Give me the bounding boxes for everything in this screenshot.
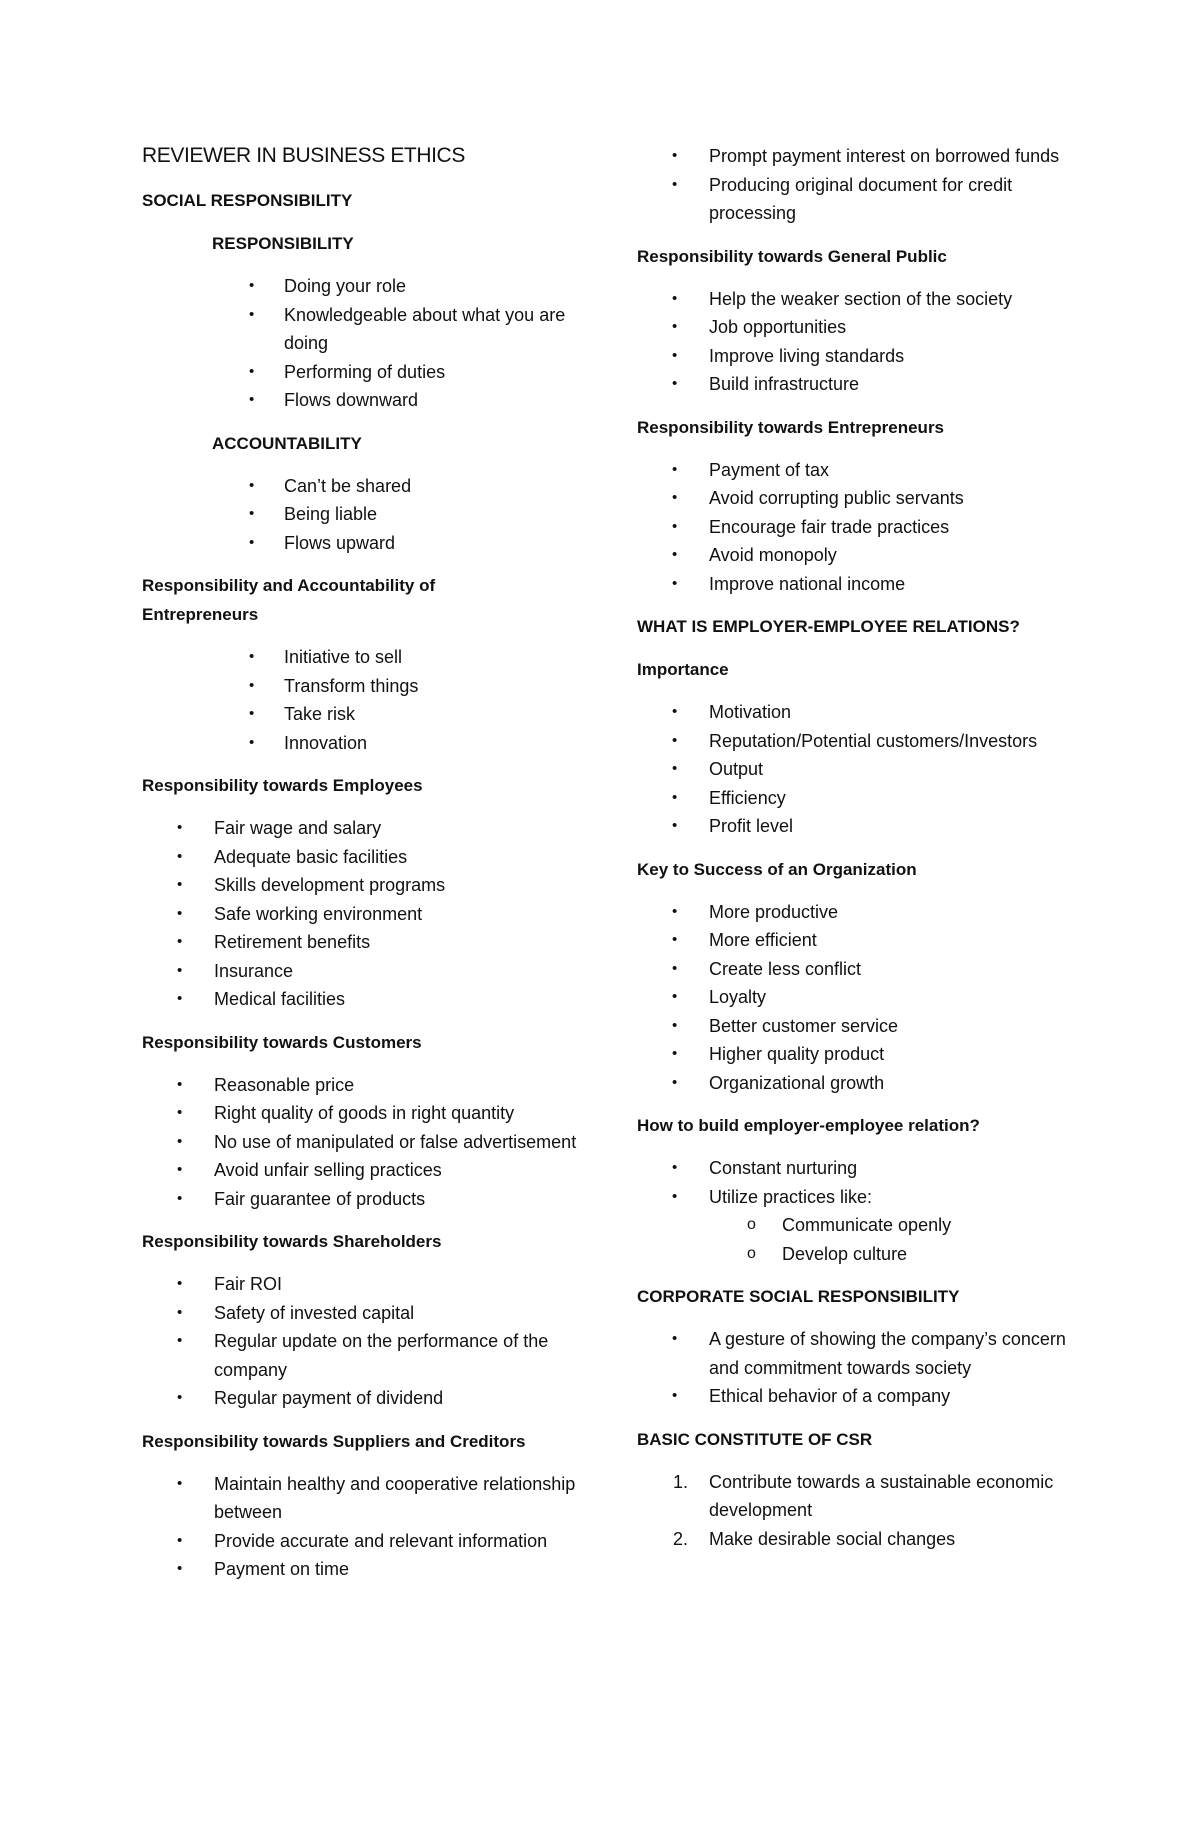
list-item-text: No use of manipulated or false advertisement — [214, 1131, 577, 1152]
bullet-icon: • — [672, 931, 678, 948]
list-item — [142, 900, 612, 929]
list-item — [637, 1040, 1077, 1069]
suppliers-list — [142, 1470, 612, 1584]
general-public-list — [637, 285, 1077, 399]
list-item-text: Adequate basic facilities — [214, 846, 408, 867]
list-item — [142, 814, 612, 843]
bullet-icon: • — [672, 460, 678, 478]
list-item — [637, 698, 1077, 727]
list-item-text: Avoid monopoly — [709, 545, 837, 565]
list-item-text: Efficiency — [709, 787, 786, 808]
importance-heading: Importance — [637, 660, 729, 679]
bullet-icon: • — [177, 990, 183, 1007]
list-item — [637, 313, 1077, 342]
left-column — [142, 142, 612, 1598]
list-item-text: Flows downward — [284, 390, 419, 410]
bullet-icon: • — [672, 788, 678, 806]
list-item — [637, 812, 1077, 841]
list-item-text: Contribute towards a sustainable economic development — [709, 1471, 1054, 1520]
bullet-icon: • — [177, 1275, 183, 1292]
list-item-text: Fair ROI — [214, 1274, 283, 1294]
basic-csr-list — [637, 1468, 1077, 1554]
list-number: 1. — [673, 1471, 689, 1492]
sub-list — [637, 1211, 1077, 1268]
bullet-icon: • — [249, 648, 255, 665]
list-item-text: Can’t be shared — [284, 475, 412, 496]
sub-list-item-text: Communicate openly — [782, 1215, 952, 1235]
list-item — [637, 1382, 1077, 1411]
bullet-icon: • — [672, 546, 678, 563]
list-item-text: Fair guarantee of products — [214, 1188, 426, 1209]
bullet-icon: • — [672, 988, 678, 1005]
bullet-icon: • — [177, 1560, 183, 1577]
bullet-icon: • — [672, 175, 678, 193]
list-item — [142, 672, 612, 701]
list-item-text: Transform things — [284, 675, 419, 696]
bullet-icon: • — [249, 277, 255, 294]
list-item — [142, 729, 612, 758]
list-item — [637, 926, 1077, 955]
list-item — [142, 1384, 612, 1413]
list-item — [637, 1325, 1077, 1382]
list-item — [142, 1527, 612, 1556]
list-item — [142, 928, 612, 957]
list-item-text: Avoid corrupting public servants — [709, 488, 964, 508]
list-item — [637, 541, 1077, 570]
bullet-icon: • — [249, 505, 255, 522]
list-item — [637, 983, 1077, 1012]
list-item-text: Being liable — [284, 504, 378, 524]
entrepreneurs-accountability-heading: Responsibility and Accountability of Entrepreneurs — [142, 576, 436, 624]
shareholders-heading: Responsibility towards Shareholders — [142, 1232, 442, 1251]
bullet-icon: • — [672, 731, 678, 749]
bullet-icon: • — [672, 703, 678, 720]
build-relation-heading: How to build employer-employee relation? — [637, 1116, 980, 1135]
accountability-heading: ACCOUNTABILITY — [212, 433, 362, 453]
list-item — [637, 1183, 1077, 1212]
suppliers-heading: Responsibility towards Suppliers and Creditors — [142, 1431, 526, 1451]
list-item-text: Create less conflict — [709, 958, 862, 979]
social-responsibility-heading: SOCIAL RESPONSIBILITY — [142, 191, 353, 210]
list-item-text: Build infrastructure — [709, 374, 860, 394]
list-item-text: Profit level — [709, 816, 794, 836]
right-column — [637, 142, 1077, 1567]
list-item — [142, 500, 612, 529]
bullet-icon: • — [672, 574, 678, 592]
list-item — [142, 272, 612, 301]
list-item-text: Payment of tax — [709, 459, 830, 480]
list-item-text: Safe working environment — [214, 903, 423, 924]
list-item — [142, 1470, 612, 1527]
list-item — [142, 1327, 612, 1384]
bullet-icon: • — [177, 1132, 183, 1150]
list-item-text: Improve living standards — [709, 345, 905, 366]
list-item-text: Fair wage and salary — [214, 818, 382, 838]
list-item — [637, 1154, 1077, 1183]
bullet-icon: • — [672, 760, 678, 777]
basic-csr-heading: BASIC CONSTITUTE OF CSR — [637, 1429, 873, 1449]
entrepreneurs-heading: Responsibility towards Entrepreneurs — [637, 417, 945, 437]
list-item — [637, 1468, 1077, 1525]
bullet-icon: • — [672, 1387, 678, 1404]
list-item-text: Job opportunities — [709, 317, 847, 337]
list-item-text: Reasonable price — [214, 1074, 355, 1095]
list-item-text: Regular payment of dividend — [214, 1388, 444, 1408]
list-item — [637, 285, 1077, 314]
sub-list-item — [637, 1211, 1077, 1240]
list-item — [637, 484, 1077, 513]
list-item — [142, 472, 612, 501]
list-item-text: Organizational growth — [709, 1072, 885, 1093]
bullet-icon: • — [249, 305, 255, 323]
list-item-text: Performing of duties — [284, 361, 446, 382]
sub-list-item-text: Develop culture — [782, 1243, 908, 1264]
bullet-icon: • — [249, 476, 255, 494]
list-item — [637, 755, 1077, 784]
list-item-text: Knowledgeable about what you are doing — [284, 304, 566, 353]
importance-list — [637, 698, 1077, 841]
list-item — [142, 985, 612, 1014]
list-item-text: Payment on time — [214, 1559, 350, 1579]
list-item-text: A gesture of showing the company’s concern and commitment towards society — [709, 1329, 1066, 1378]
circle-bullet-icon: o — [747, 1244, 756, 1262]
list-item — [142, 871, 612, 900]
list-item — [637, 171, 1077, 228]
bullet-icon: • — [249, 391, 255, 408]
list-item — [637, 142, 1077, 171]
list-item-text: Maintain healthy and cooperative relationship between — [214, 1473, 576, 1522]
bullet-icon: • — [672, 517, 678, 535]
bullet-icon: • — [249, 362, 255, 380]
csr-list — [637, 1325, 1077, 1411]
bullet-icon: • — [672, 346, 678, 364]
list-item-text: Right quality of goods in right quantity — [214, 1103, 515, 1123]
bullet-icon: • — [672, 318, 678, 335]
employer-employee-heading: WHAT IS EMPLOYER-EMPLOYEE RELATIONS? — [637, 617, 1020, 636]
entrepreneurs-accountability-list — [142, 643, 612, 757]
list-item — [142, 1128, 612, 1157]
build-relation-list — [637, 1154, 1077, 1268]
bullet-icon: • — [249, 533, 255, 551]
list-item — [142, 643, 612, 672]
bullet-icon: • — [177, 847, 183, 865]
bullet-icon: • — [177, 961, 183, 979]
list-item-text: Provide accurate and relevant information — [214, 1530, 548, 1551]
bullet-icon: • — [672, 1187, 678, 1205]
list-item-text: Avoid unfair selling practices — [214, 1160, 442, 1180]
shareholders-list — [142, 1270, 612, 1413]
list-item-text: Safety of invested capital — [214, 1302, 415, 1323]
entrepreneurs-list — [637, 456, 1077, 599]
list-item-text: Better customer service — [709, 1015, 899, 1036]
list-item-text: Reputation/Potential customers/Investors — [709, 730, 1038, 751]
bullet-icon: • — [672, 147, 678, 164]
list-item-text: Skills development programs — [214, 875, 446, 895]
list-item — [142, 1156, 612, 1185]
list-item — [637, 370, 1077, 399]
bullet-icon: • — [177, 819, 183, 836]
list-item — [142, 301, 612, 358]
list-item — [142, 529, 612, 558]
key-success-heading: Key to Success of an Organization — [637, 859, 917, 879]
list-item-text: Producing original document for credit processing — [709, 174, 1013, 223]
bullet-icon: • — [177, 1389, 183, 1406]
list-item-text: More productive — [709, 901, 839, 922]
list-item — [142, 1270, 612, 1299]
suppliers-continued-list — [637, 142, 1077, 228]
list-item-text: Innovation — [284, 732, 368, 753]
bullet-icon: • — [177, 1531, 183, 1549]
bullet-icon: • — [177, 876, 183, 893]
employees-list — [142, 814, 612, 1014]
customers-list — [142, 1071, 612, 1214]
list-item — [637, 342, 1077, 371]
sub-list-item — [637, 1240, 1077, 1269]
bullet-icon: • — [177, 933, 183, 950]
bullet-icon: • — [672, 959, 678, 977]
bullet-icon: • — [177, 1161, 183, 1178]
list-item-text: Ethical behavior of a company — [709, 1386, 951, 1406]
list-item — [637, 955, 1077, 984]
list-item — [637, 898, 1077, 927]
list-item-text: Utilize practices like: — [709, 1186, 873, 1207]
list-item — [637, 1069, 1077, 1098]
employees-heading: Responsibility towards Employees — [142, 776, 423, 795]
list-item — [142, 386, 612, 415]
list-item-text: Take risk — [284, 704, 356, 724]
list-item — [142, 1299, 612, 1328]
list-item — [637, 784, 1077, 813]
list-item — [142, 957, 612, 986]
bullet-icon: • — [672, 817, 678, 834]
responsibility-list — [142, 272, 612, 415]
list-item — [637, 513, 1077, 542]
list-item — [142, 843, 612, 872]
list-item-text: Help the weaker section of the society — [709, 288, 1013, 309]
list-item-text: Higher quality product — [709, 1044, 885, 1064]
general-public-heading: Responsibility towards General Public — [637, 246, 947, 266]
bullet-icon: • — [249, 705, 255, 722]
list-item-text: Regular update on the performance of the company — [214, 1331, 549, 1380]
list-number: 2. — [673, 1528, 689, 1549]
document-title: REVIEWER IN BUSINESS ETHICS — [142, 144, 465, 167]
list-item-text: Initiative to sell — [284, 647, 403, 667]
bullet-icon: • — [177, 1332, 183, 1349]
list-item — [637, 570, 1077, 599]
bullet-icon: • — [672, 375, 678, 392]
csr-heading: CORPORATE SOCIAL RESPONSIBILITY — [637, 1287, 960, 1306]
bullet-icon: • — [177, 1474, 183, 1492]
list-item-text: Flows upward — [284, 532, 396, 553]
list-item-text: Encourage fair trade practices — [709, 516, 950, 537]
bullet-icon: • — [672, 289, 678, 307]
list-item — [637, 1012, 1077, 1041]
responsibility-heading: RESPONSIBILITY — [212, 234, 354, 253]
bullet-icon: • — [177, 1189, 183, 1207]
list-item — [142, 1099, 612, 1128]
list-item-text: Doing your role — [284, 276, 407, 296]
bullet-icon: • — [672, 1073, 678, 1091]
list-item — [142, 700, 612, 729]
bullet-icon: • — [177, 1303, 183, 1321]
list-item — [637, 727, 1077, 756]
list-item-text: Improve national income — [709, 573, 906, 594]
customers-heading: Responsibility towards Customers — [142, 1032, 422, 1052]
list-item-text: Output — [709, 759, 764, 779]
list-item-text: Prompt payment interest on borrowed funds — [709, 146, 1060, 166]
bullet-icon: • — [672, 1330, 678, 1347]
list-item-text: Retirement benefits — [214, 932, 371, 952]
accountability-list — [142, 472, 612, 558]
key-success-list — [637, 898, 1077, 1098]
list-item — [142, 1071, 612, 1100]
circle-bullet-icon: o — [747, 1216, 756, 1233]
list-item-text: Constant nurturing — [709, 1158, 858, 1178]
bullet-icon: • — [177, 1075, 183, 1093]
bullet-icon: • — [249, 733, 255, 751]
bullet-icon: • — [672, 489, 678, 506]
bullet-icon: • — [672, 1016, 678, 1034]
bullet-icon: • — [177, 904, 183, 922]
list-item — [637, 1525, 1077, 1554]
bullet-icon: • — [177, 1104, 183, 1121]
bullet-icon: • — [672, 1045, 678, 1062]
list-item-text: Motivation — [709, 702, 792, 722]
list-item-text: Make desirable social changes — [709, 1528, 956, 1549]
list-item — [142, 1555, 612, 1584]
list-item-text: More efficient — [709, 930, 817, 950]
bullet-icon: • — [672, 1159, 678, 1176]
bullet-icon: • — [672, 902, 678, 920]
list-item-text: Insurance — [214, 960, 294, 981]
list-item-text: Medical facilities — [214, 989, 346, 1009]
list-item-text: Loyalty — [709, 987, 767, 1007]
bullet-icon: • — [249, 676, 255, 694]
list-item — [637, 456, 1077, 485]
list-item — [142, 1185, 612, 1214]
list-item — [142, 358, 612, 387]
